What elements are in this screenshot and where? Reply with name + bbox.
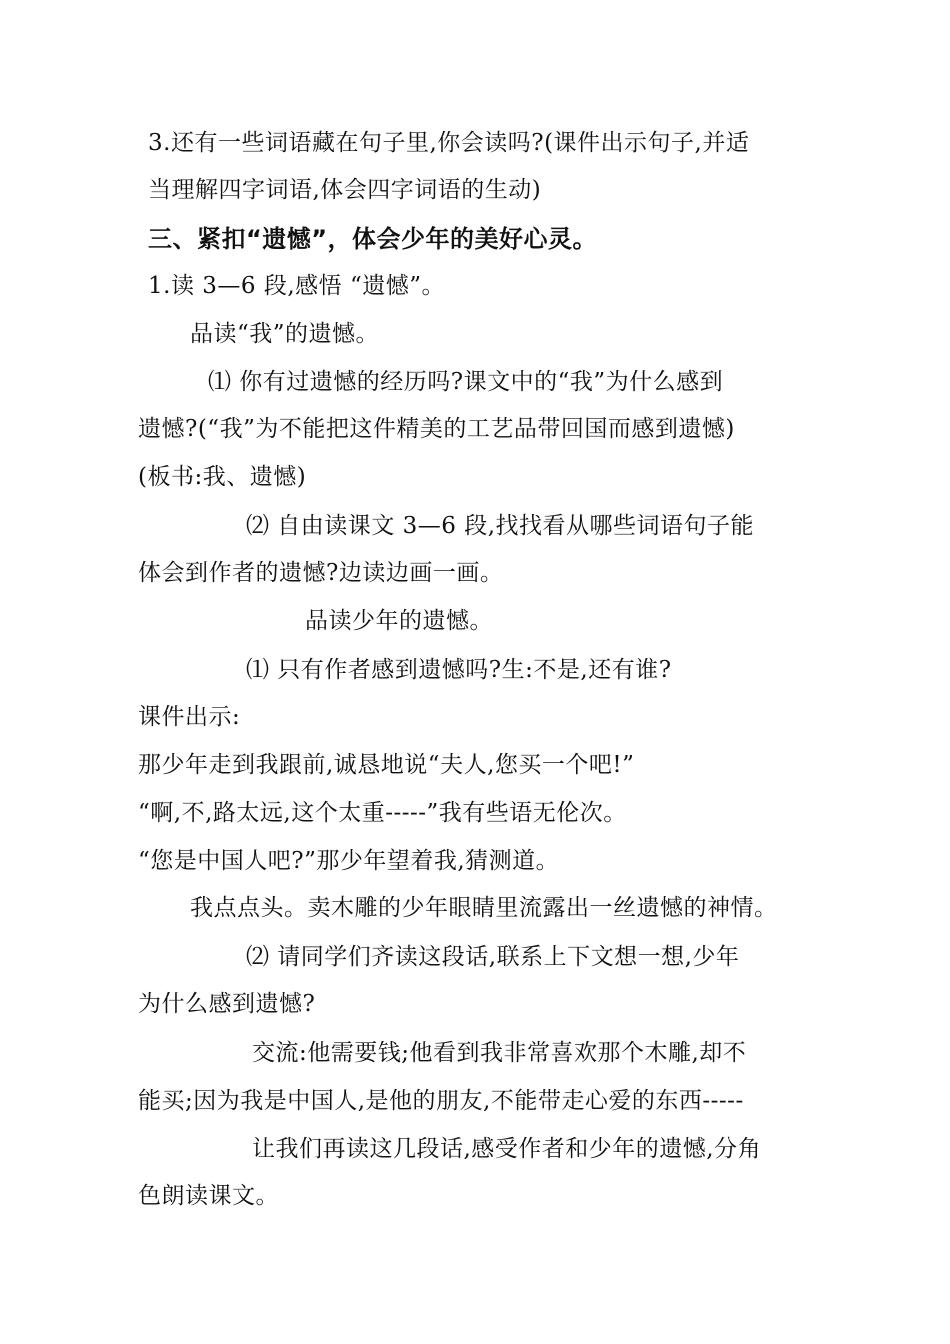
paragraph-line: 遗憾?(“我”为不能把这件精美的工艺品带回国而感到遗憾) [138, 416, 735, 442]
paragraph-line: ⑵ 自由读课文 3—6 段,找找看从哪些词语句子能 [246, 513, 755, 539]
section-heading: 三、紧扣“遗憾”，体会少年的美好心灵。 [148, 225, 598, 253]
subheading-line: 品读“我”的遗憾。 [190, 321, 380, 347]
quote-line: “您是中国人吧?”那少年望着我,猜测道。 [138, 848, 560, 874]
quote-line: 我点点头。卖木雕的少年眼睛里流露出一丝遗憾的神情。 [190, 895, 778, 921]
paragraph-line: (板书:我、遗憾) [138, 464, 307, 490]
paragraph-line: 能买;因为我是中国人,是他的朋友,不能带走心爱的东西----- [138, 1088, 744, 1114]
paragraph-line: ⑴ 你有过遗憾的经历吗?课文中的“我”为什么感到 [208, 369, 724, 395]
paragraph-line: 为什么感到遗憾? [138, 991, 316, 1017]
subheading-line: 品读少年的遗憾。 [305, 608, 493, 634]
quote-line: “啊,不,路太远,这个太重-----”我有些语无伦次。 [138, 800, 627, 826]
quote-line: 那少年走到我跟前,诚恳地说“夫人,您买一个吧!” [138, 752, 635, 778]
paragraph-line: ⑴ 只有作者感到遗憾吗?生:不是,还有谁? [246, 657, 672, 683]
paragraph-line: 1.读 3—6 段,感悟 “遗憾”。 [148, 273, 445, 299]
paragraph-line: 体会到作者的遗憾?边读边画一画。 [138, 560, 504, 586]
paragraph-line: 当理解四字词语,体会四字词语的生动) [148, 177, 542, 203]
paragraph-line: ⑵ 请同学们齐读这段话,联系上下文想一想,少年 [246, 944, 740, 970]
paragraph-line: 让我们再读这几段话,感受作者和少年的遗憾,分角 [252, 1136, 762, 1162]
paragraph-line: 3.还有一些词语藏在句子里,你会读吗?(课件出示句子,并适 [148, 130, 750, 156]
paragraph-line: 色朗读课文。 [138, 1183, 279, 1209]
paragraph-line: 交流:他需要钱;他看到我非常喜欢那个木雕,却不 [252, 1040, 747, 1066]
paragraph-line: 课件出示: [138, 704, 241, 730]
